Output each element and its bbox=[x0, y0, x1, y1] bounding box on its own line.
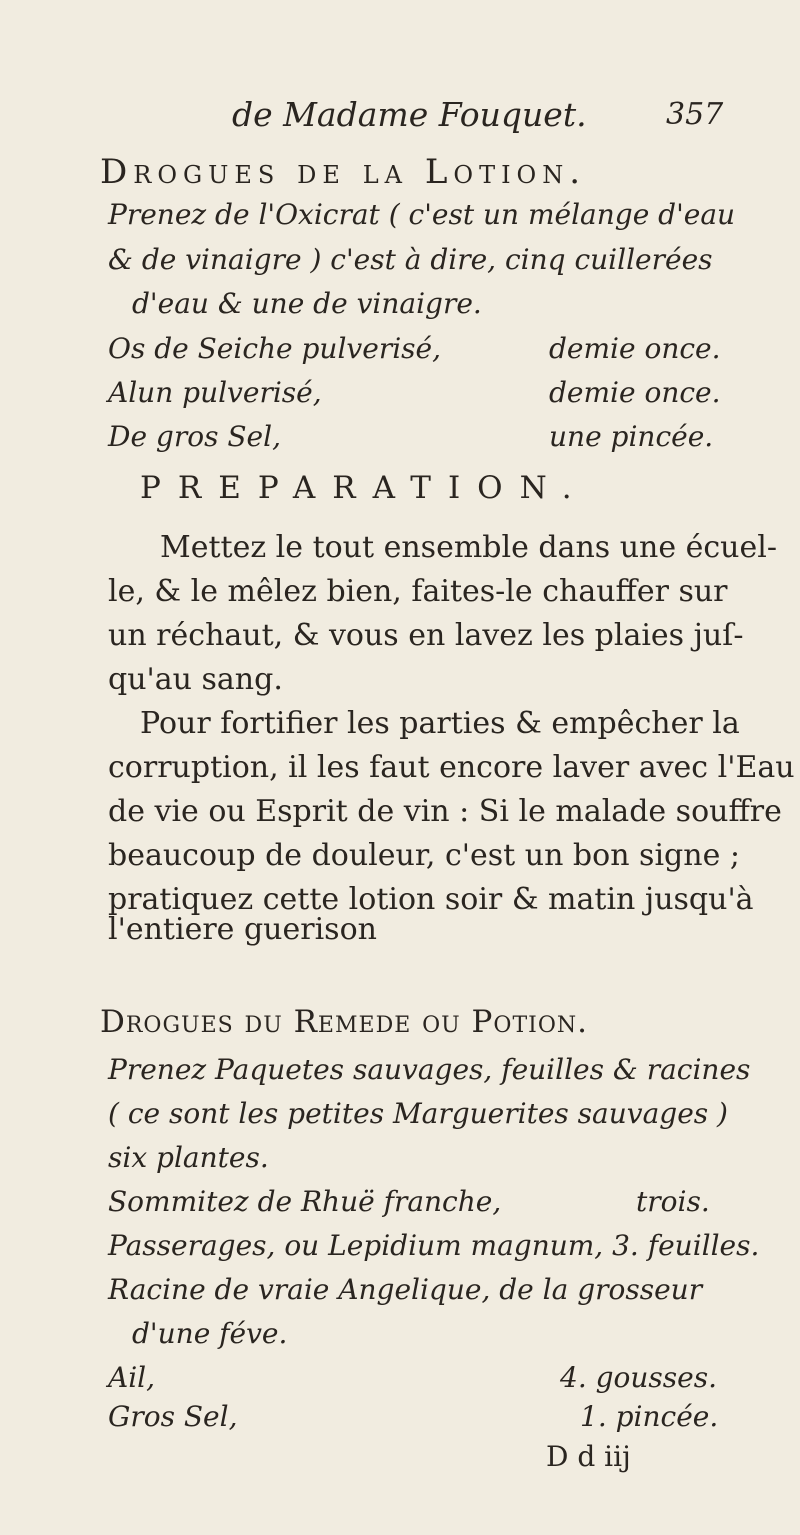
prep-line: corruption, il les faut encore laver avec l'Eau bbox=[108, 750, 795, 785]
prep-line: Mettez le tout ensemble dans une écuel- bbox=[160, 530, 777, 565]
preparation-heading: PREPARATION. bbox=[140, 470, 589, 506]
intro-line: Prenez de l'Oxicrat ( c'est un mélange d'eau bbox=[108, 198, 736, 231]
intro-line: & de vinaigre ) c'est à dire, cinq cuillerées bbox=[108, 243, 713, 276]
potion-item-text: Racine de vraie Angelique, de la grosseur bbox=[108, 1273, 703, 1306]
ingredient-qty: demie once. bbox=[549, 376, 721, 409]
potion-intro-line: six plantes. bbox=[108, 1141, 269, 1174]
prep-line: Pour fortifier les parties & empêcher la bbox=[140, 706, 740, 741]
prep-line: pratiquez cette lotion soir & matin jusqu'à bbox=[108, 882, 754, 917]
potion-item-text: Sommitez de Rhuë franche, bbox=[108, 1185, 502, 1218]
ingredient-name: Alun pulverisé, bbox=[108, 376, 322, 409]
intro-line: d'eau & une de vinaigre. bbox=[132, 287, 482, 320]
ingredient-name: Os de Seiche pulverisé, bbox=[108, 332, 441, 365]
running-title: de Madame Fouquet. bbox=[232, 95, 587, 134]
potion-item-text: Passerages, ou Lepidium magnum, 3. feuilles. bbox=[108, 1229, 760, 1262]
potion-item-text: Ail, bbox=[108, 1361, 156, 1394]
prep-line: le, & le mêlez bien, faites-le chauffer sur bbox=[108, 574, 728, 609]
section-heading-lotion: Drogues de la Lotion. bbox=[100, 152, 587, 192]
signature-mark: D d iij bbox=[546, 1440, 631, 1473]
section-heading-potion: Drogues du Remede ou Potion. bbox=[100, 1004, 588, 1040]
potion-intro-line: ( ce sont les petites Marguerites sauvages ) bbox=[108, 1097, 728, 1130]
potion-item-qty: 4. gousses. bbox=[560, 1361, 718, 1394]
potion-item-qty: trois. bbox=[636, 1185, 710, 1218]
potion-item-qty: 1. pincée. bbox=[580, 1400, 719, 1433]
prep-line: de vie ou Esprit de vin : Si le malade souffre bbox=[108, 794, 782, 829]
ingredient-name: De gros Sel, bbox=[108, 420, 281, 453]
ingredient-qty: demie once. bbox=[549, 332, 721, 365]
prep-line: un réchaut, & vous en lavez les plaies juſ- bbox=[108, 618, 744, 653]
potion-item-text: Gros Sel, bbox=[108, 1400, 238, 1433]
potion-intro-line: Prenez Paquetes sauvages, feuilles & racines bbox=[108, 1053, 751, 1086]
potion-item-text: d'une féve. bbox=[132, 1317, 288, 1350]
ingredient-qty: une pincée. bbox=[549, 420, 714, 453]
prep-line: beaucoup de douleur, c'est un bon signe ; bbox=[108, 838, 740, 873]
prep-line: l'entiere guerison bbox=[108, 912, 377, 947]
page-number: 357 bbox=[666, 97, 724, 132]
prep-line: qu'au sang. bbox=[108, 662, 283, 697]
